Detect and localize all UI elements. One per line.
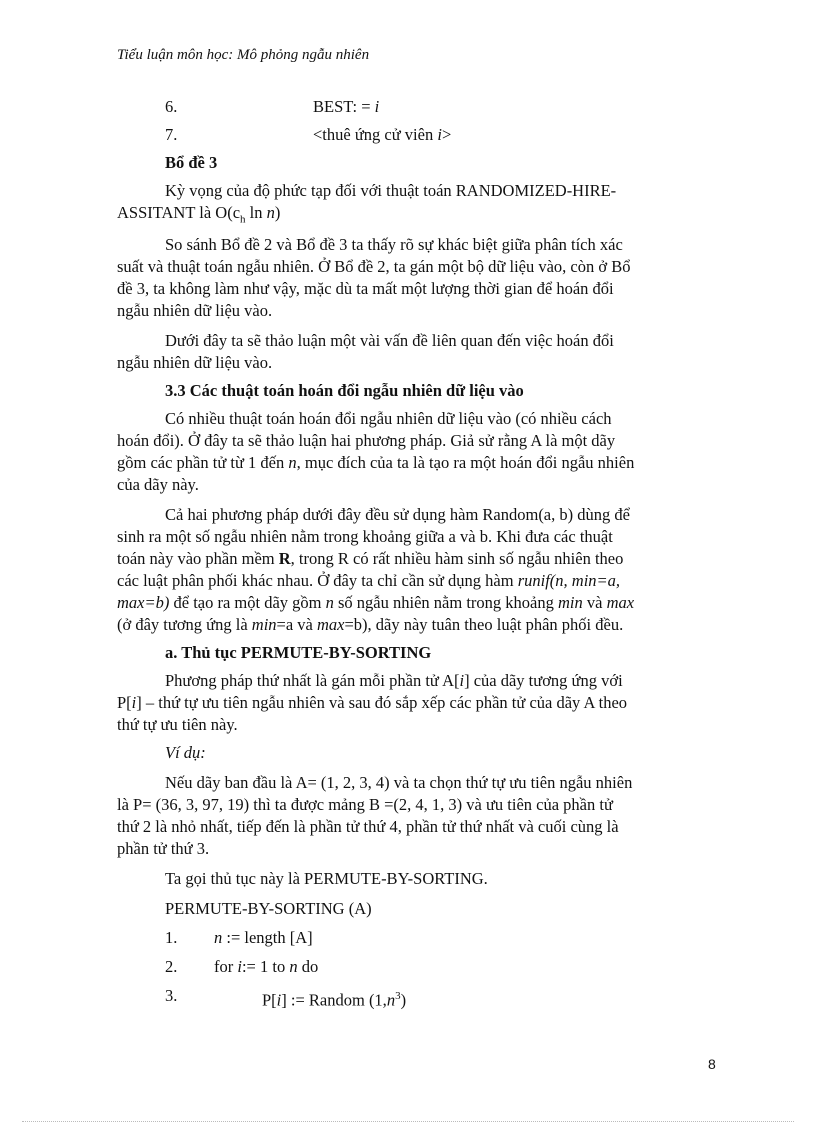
page-bottom-divider [22, 1121, 794, 1122]
paragraph-line: ngẫu nhiên dữ liệu vào. [117, 353, 273, 372]
paragraph-line: Ta gọi thủ tục này là PERMUTE-BY-SORTING. [165, 869, 488, 888]
step-text: n := length [A] [214, 928, 313, 947]
paragraph-line: phần tử thứ 3. [117, 839, 210, 858]
step-number: 1. [165, 928, 178, 947]
paragraph-line: là P= (36, 3, 97, 19) thì ta được mảng B =(2, 4, 1, 3) và ưu tiên của phần tử [117, 795, 613, 814]
step-number: 7. [165, 125, 178, 144]
paragraph-line: max=b) để tạo ra một dãy gồm n số ngẫu nhiên nằm trong khoảng min và max [117, 593, 635, 612]
paragraph-line: thứ tự ưu tiên này. [117, 715, 238, 734]
lemma-title: Bổ đề 3 [165, 153, 218, 172]
step-text: BEST: = i [313, 97, 380, 116]
running-header: Tiểu luận môn học: Mô phỏng ngẫu nhiên [117, 47, 370, 63]
paragraph-line: sinh ra một số ngẫu nhiên nằm trong khoảng giữa a và b. Khi đưa các thuật [117, 527, 613, 546]
paragraph-line: So sánh Bổ đề 2 và Bổ đề 3 ta thấy rõ sự khác biệt giữa phân tích xác [165, 235, 623, 254]
step-text: P[i] := Random $(1,n^3)$ [262, 990, 407, 1010]
paragraph-line: (ở đây tương ứng là min=a và max=b), dãy này tuân theo luật phân phối đều. [117, 615, 624, 634]
paragraph-line: gồm các phần tử từ 1 đến n, mục đích của ta là tạo ra một hoán đổi ngẫu nhiên [117, 453, 635, 472]
paragraph-line: Phương pháp thứ nhất là gán mỗi phần tử A[i] của dãy tương ứng với [165, 671, 623, 690]
example-label: Ví dụ: [165, 743, 206, 762]
paragraph-line: của dãy này. [117, 475, 199, 494]
paragraph-line: P[i] – thứ tự ưu tiên ngẫu nhiên và sau đó sắp xếp các phần tử của dãy A theo [117, 693, 628, 712]
paragraph-line: suất và thuật toán ngẫu nhiên. Ở Bổ đề 2, ta gán một bộ dữ liệu vào, còn ở Bổ [117, 257, 631, 276]
paragraph-line: đề 3, ta không làm như vậy, mặc dù ta mất một lượng thời gian để hoán đổi [117, 279, 614, 298]
paragraph-line: Nếu dãy ban đầu là A= (1, 2, 3, 4) và ta chọn thứ tự ưu tiên ngẫu nhiên [165, 773, 633, 792]
step-number: 3. [165, 986, 178, 1005]
paragraph-line: thứ 2 là nhỏ nhất, tiếp đến là phần tử thứ 4, phần tử thứ nhất và cuối cùng là [117, 817, 619, 836]
section-title: 3.3 Các thuật toán hoán đổi ngẫu nhiên dữ liệu vào [165, 381, 524, 400]
step-text: for i:= 1 to n do [214, 957, 319, 976]
paragraph-line: Cả hai phương pháp dưới đây đều sử dụng hàm Random(a, b) dùng để [165, 505, 630, 524]
paragraph-line: hoán đổi). Ở đây ta sẽ thảo luận hai phương pháp. Giả sử rằng A là một dãy [117, 431, 616, 450]
paragraph-line: ngẫu nhiên dữ liệu vào. [117, 301, 273, 320]
page-number: 8 [708, 1056, 716, 1072]
lemma-statement: ASSITANT là $O(c_h$ ln n) [117, 203, 281, 226]
procedure-name: PERMUTE-BY-SORTING (A) [165, 899, 372, 918]
paragraph-line: Dưới đây ta sẽ thảo luận một vài vấn đề liên quan đến việc hoán đổi [165, 331, 614, 350]
subsection-title: a. Thủ tục PERMUTE-BY-SORTING [165, 643, 432, 662]
step-number: 2. [165, 957, 178, 976]
step-text: <thuê ứng cử viên i> [313, 125, 452, 144]
step-number: 6. [165, 97, 178, 116]
paragraph-line: các luật phân phối khác nhau. Ở đây ta chỉ cần sử dụng hàm runif(n, min=a, [117, 571, 621, 590]
paragraph-line: toán này vào phần mềm R, trong R có rất nhiều hàm sinh số ngẫu nhiên theo [117, 549, 624, 568]
paragraph-line: Có nhiều thuật toán hoán đổi ngẫu nhiên dữ liệu vào (có nhiều cách [165, 409, 612, 428]
lemma-statement: Kỳ vọng của độ phức tạp đối với thuật toán RANDOMIZED-HIRE- [165, 181, 617, 200]
